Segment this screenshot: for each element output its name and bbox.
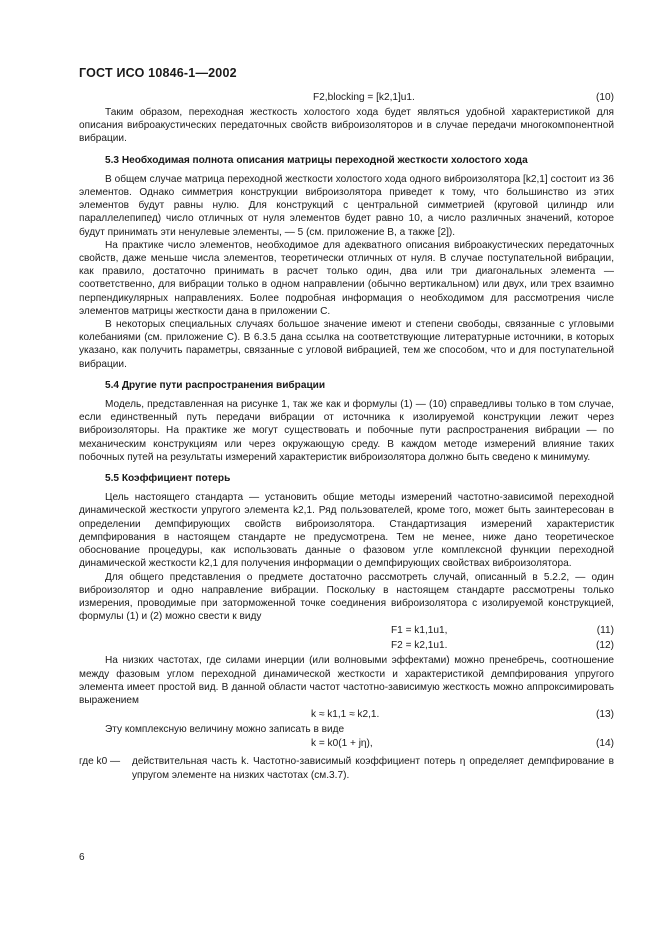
equation-13 <box>79 708 614 722</box>
equation-10 <box>79 91 614 105</box>
equation-11-formula: F1 = k1,1u1, <box>391 625 448 637</box>
equation-14-number: (14) <box>596 738 614 750</box>
page-number: 6 <box>79 852 85 863</box>
equation-10-number: (10) <box>596 92 614 103</box>
equation-12-formula: F2 = k2,1u1. <box>391 640 448 652</box>
paragraph-intro: Таким образом, переходная жесткость холостого хода будет являться удобной характеристикой для описания виброакустических передаточных свойств виброизоляторов и в случае передачи многокомпонентной вибрации. <box>79 107 614 145</box>
where-lead: где k0 — <box>79 756 121 768</box>
section-5-5-paragraph-2: Для общего представления о предмете достаточно рассмотреть случай, описанный в 5.2.2, — один виброизолятор и одно направление вибрации. Поскольку в настоящем стандарте рассмотрены только измерения, проводимые при заторможенной точке соединения виброизолятора с изолируемой конструкцией, формулы (1) и (2) можно свести к виду <box>79 571 614 623</box>
page-content <box>79 90 614 782</box>
section-5-4-heading: 5.4 Другие пути распространения вибрации <box>105 379 326 391</box>
document-header: ГОСТ ИСО 10846-1—2002 <box>79 66 237 80</box>
section-5-3-heading: 5.3 Необходимая полнота описания матрицы переходной жесткости холостого хода <box>105 154 528 166</box>
where-text: действительная часть k. Частотно-зависимый коэффициент потерь η определяет демпфирование в упругом элементе на низких частотах (см.3.7). <box>132 756 614 781</box>
equation-14-formula: k = k0(1 + jη), <box>311 738 373 750</box>
equation-13-formula: k ≈ k1,1 ≈ k2,1. <box>311 709 380 721</box>
section-5-5-paragraph-3: На низких частотах, где силами инерции (или волновыми эффектами) можно пренебречь, соотношение между фазовым углом переходной динамической жесткости и характеристикой демпфирования упругого элемента имеет простой вид. В данной области частот частотно-зависимую жесткость можно аппроксимировать выражением <box>79 655 614 706</box>
equation-13-number: (13) <box>596 709 614 721</box>
section-5-3-paragraph-3: В некоторых специальных случаях большое значение имеют и степени свободы, связанные с угловыми колебаниями (см. приложение С). В 6.3.5 дана ссылка на соответствующие литературные источники, в которых указано, как получить параметры, связанные с угловой вибрацией, тем же способом, что и для поступательной вибрации. <box>79 319 614 370</box>
equation-14 <box>79 737 614 751</box>
section-5-5-heading: 5.5 Коэффициент потерь <box>105 473 231 485</box>
section-5-3-paragraph-1: В общем случае матрица переходной жесткости холостого хода одного виброизолятора [k2,1] состоит из 36 элементов. Однако симметрия конструкции виброизолятора приведет к тому, что большинство из этих элементов будут равны нулю. Для конструкций с центральной симметрией (круговой цилиндр или параллелепипед) число отличных от нуля элементов будет равно 10, а число различных значений, которое будут принимать эти ненулевые элементы, — 5 (см. приложение В, а также [2]). <box>79 173 614 238</box>
equation-12 <box>79 639 614 653</box>
equation-11 <box>79 624 614 638</box>
section-5-5-paragraph-4: Эту комплексную величину можно записать в виде <box>105 724 345 736</box>
equation-10-formula: F2,blocking = [k2,1]u1. <box>313 92 415 103</box>
section-5-5-paragraph-1: Цель настоящего стандарта — установить общие методы измерений частотно-зависимой переходной динамической жесткости упругого элемента k2,1. Ряд пользователей, кроме того, может быть заинтересован в определении демпфирующих свойств виброизолятора. Стандартизация измерений характеристик демпфирования в настоящем стандарте не предусмотрена. Тем не менее, ниже дано теоретическое обоснование процедуры, как использовать данные о фазовом угле комплексной функции переходной динамической жесткости k2,1 для получения информации о демпфирующих свойствах виброизолятора. <box>79 492 614 570</box>
where-definition <box>79 755 614 781</box>
section-5-3-paragraph-2: На практике число элементов, необходимое для адекватного описания виброакустических передаточных свойств, даже меньше числа элементов, теоретически отличных от нуля. В случае поступательной вибрации, как правило, достаточно принимать в расчет только один, два или три диагональных элемента — соответственно, для вибрации только в одном направлении (обычно вертикальном) или двух, или трех взаимно перпендикулярных направлениях. Более подробная информация о необходимом для рассмотрения числе элементов матрицы жесткости дана в приложении С. <box>79 239 614 317</box>
equation-12-number: (12) <box>596 640 614 652</box>
section-5-4-paragraph-1: Модель, представленная на рисунке 1, так же как и формулы (1) — (10) справедливы только в том случае, если единственный путь передачи вибрации от источника к изолируемой конструкции лежит через виброизоляторы. На практике же могут существовать и побочные пути распространения вибрации — по механическим конструкциям или через окружающую среду. В каждом методе измерений влияние таких побочных путей на результаты измерений характеристик виброизолятора должно быть сведено к минимуму. <box>79 399 614 463</box>
equation-11-number: (11) <box>596 625 614 637</box>
